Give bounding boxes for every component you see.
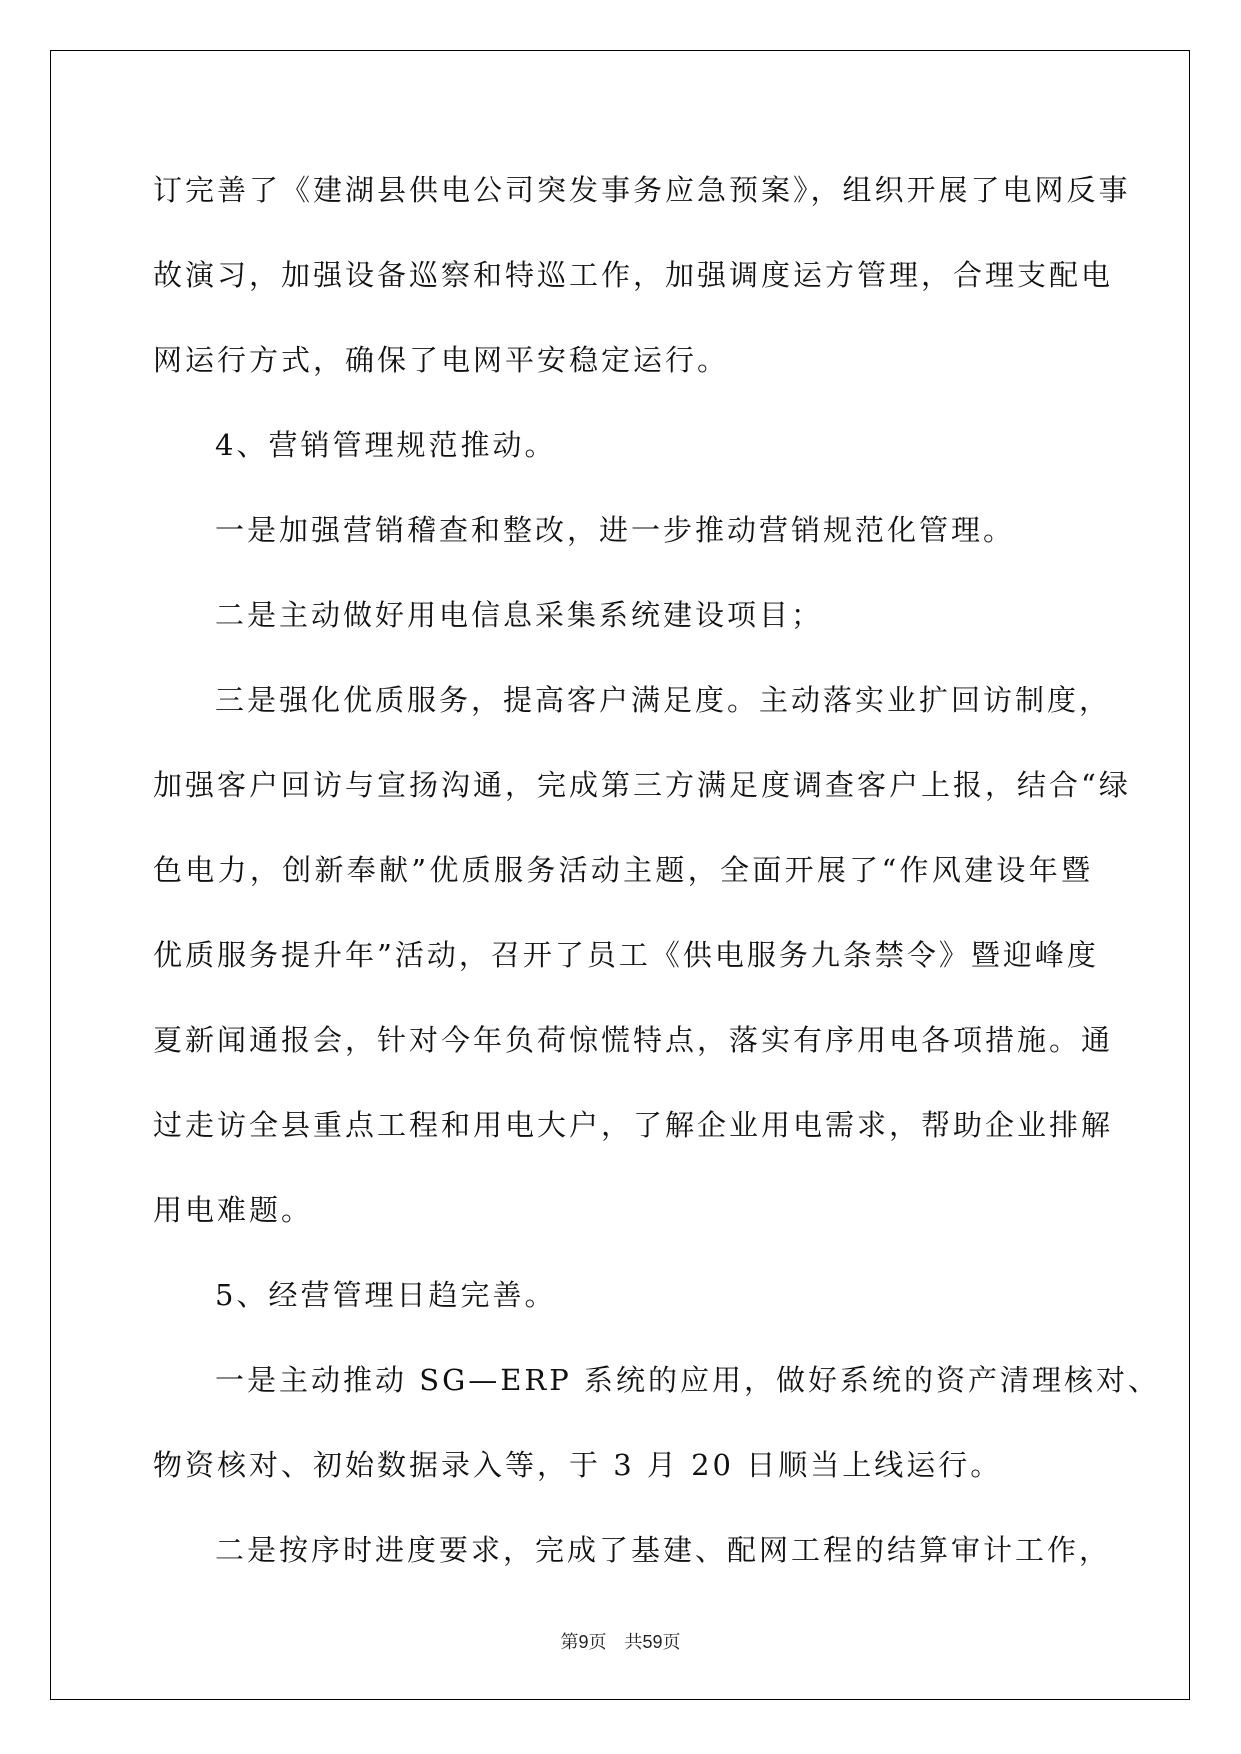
footer-prefix: 第: [560, 1632, 579, 1653]
text-line: 优质服务提升年”活动，召开了员工《供电服务九条禁令》暨迎峰度: [153, 938, 1099, 972]
footer-page-suffix: 页: [588, 1632, 607, 1653]
text-line: 加强客户回访与宣扬沟通，完成第三方满足度调查客户上报，结合“绿: [153, 768, 1131, 802]
footer-total-prefix: 共: [624, 1632, 643, 1653]
text-line: 夏新闻通报会，针对今年负荷惊慌特点，落实有序用电各项措施。通: [153, 1023, 1114, 1057]
paragraph: 二是按序时进度要求，完成了基建、配网工程的结算审计工作，: [215, 1533, 1112, 1567]
text-line: 故演习，加强设备巡察和特巡工作，加强调度运方管理，合理支配电: [153, 258, 1114, 292]
page-number: 9: [578, 1632, 589, 1652]
section-heading: 5、经营管理日趋完善。: [215, 1278, 557, 1312]
page-footer: [0, 1628, 1241, 1654]
text-line: 物资核对、初始数据录入等，于 3 月 20 日顺当上线运行。: [153, 1448, 1003, 1482]
text-line: 色电力，创新奉献”优质服务活动主题，全面开展了“作风建设年暨: [153, 853, 1093, 887]
paragraph: 三是强化优质服务，提高客户满足度。主动落实业扩回访制度，: [215, 683, 1112, 717]
text-line: 网运行方式，确保了电网平安稳定运行。: [153, 343, 730, 377]
text-line: 过走访全县重点工程和用电大户，了解企业用电需求，帮助企业排解: [153, 1108, 1114, 1142]
document-body: [153, 160, 1160, 1605]
paragraph: 一是主动推动 SG—ERP 系统的应用，做好系统的资产清理核对、: [215, 1363, 1160, 1397]
section-heading: 4、营销管理规范推动。: [215, 428, 557, 462]
text-line: 用电难题。: [153, 1193, 314, 1227]
paragraph: 一是加强营销稽查和整改，进一步推动营销规范化管理。: [215, 513, 1016, 547]
paragraph: 二是主动做好用电信息采集系统建设项目；: [215, 598, 824, 632]
text-line: 订完善了《建湖县供电公司突发事务应急预案》，组织开展了电网反事: [153, 173, 1131, 207]
footer-total-suffix: 页: [662, 1632, 681, 1653]
total-pages: 59: [642, 1632, 663, 1652]
